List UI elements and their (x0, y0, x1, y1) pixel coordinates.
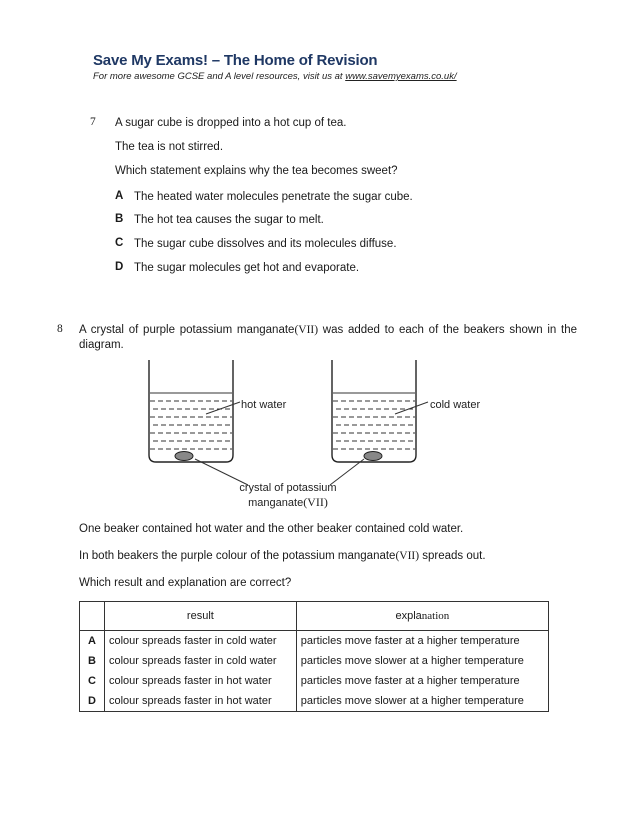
beakers-diagram (140, 355, 500, 515)
row-d-letter: D (80, 691, 105, 712)
label-crystal-line1: crystal of potassium (239, 482, 337, 494)
crystal-right (364, 452, 382, 461)
row-c-result: colour spreads faster in hot water (105, 671, 297, 691)
hot-water-beaker (149, 360, 233, 462)
row-b-result: colour spreads faster in cold water (105, 651, 297, 671)
q8-line2-b: spreads out. (419, 550, 486, 562)
q8-intro-a: A crystal of purple potassium manganate (79, 324, 295, 336)
q7-option-b-letter[interactable]: B (115, 213, 124, 225)
q7-option-d-text: The sugar molecules get hot and evaporate. (134, 262, 360, 274)
row-d-result: colour spreads faster in hot water (105, 691, 297, 712)
q7-option-a-text: The heated water molecules penetrate the sugar cube. (134, 191, 413, 203)
question-8-prompt: Which result and explanation are correct? (79, 577, 292, 589)
q7-option-c-letter[interactable]: C (115, 237, 124, 249)
table-row[interactable] (80, 671, 549, 691)
row-c-letter: C (80, 671, 105, 691)
q8-intro-roman: (VII) (294, 324, 319, 336)
row-a-result: colour spreads faster in cold water (105, 631, 297, 652)
header-expl-a: expla (395, 610, 422, 622)
crystal-left (175, 452, 193, 461)
row-b-explanation: particles move slower at a higher temperature (296, 651, 548, 671)
label-hot-water: hot water (241, 399, 287, 411)
row-a-explanation: particles move faster at a higher temperature (296, 631, 548, 652)
tagline (93, 71, 457, 82)
table-row[interactable] (80, 691, 549, 712)
q8-line2-roman: (VII) (395, 550, 420, 562)
label-crystal-word: manganate (248, 497, 304, 509)
question-8-intro (79, 323, 577, 352)
table-row[interactable] (80, 631, 549, 652)
q7-option-b-text: The hot tea causes the sugar to melt. (134, 214, 324, 226)
row-b-letter: B (80, 651, 105, 671)
q7-option-c-text: The sugar cube dissolves and its molecules diffuse. (134, 238, 397, 250)
table-header-row (80, 602, 549, 631)
hot-water-leader (206, 402, 240, 414)
row-d-explanation: particles move slower at a higher temperature (296, 691, 548, 712)
question-7-prompt: Which statement explains why the tea becomes sweet? (115, 165, 398, 177)
label-crystal-roman: (VII) (303, 495, 328, 509)
label-cold-water: cold water (430, 399, 481, 411)
q7-option-d-letter[interactable]: D (115, 261, 124, 273)
row-a-letter: A (80, 631, 105, 652)
table-header-empty (80, 602, 105, 631)
label-crystal-line2 (248, 495, 328, 509)
q8-line2-a: In both beakers the purple colour of the potassium manganate (79, 550, 396, 562)
question-7-line1: A sugar cube is dropped into a hot cup of tea. (115, 117, 347, 129)
cold-water-leader (395, 402, 428, 414)
question-7-line2: The tea is not stirred. (115, 141, 224, 153)
row-c-explanation: particles move faster at a higher temperature (296, 671, 548, 691)
table-row[interactable] (80, 651, 549, 671)
question-8-number: 8 (57, 323, 63, 335)
question-8-line1: One beaker contained hot water and the other beaker contained cold water. (79, 523, 464, 535)
answer-table (79, 601, 549, 712)
q7-option-a-letter[interactable]: A (115, 190, 124, 202)
question-7-number: 7 (90, 116, 96, 128)
brand-title: Save My Exams! – The Home of Revision (93, 52, 378, 69)
table-header-explanation (296, 602, 548, 631)
website-link[interactable]: www.savemyexams.co.uk/ (345, 71, 457, 82)
q8-intro-b: was added to each of the beakers shown in the diagram. (79, 324, 577, 351)
header-expl-b: nation (421, 610, 450, 622)
table-header-result: result (105, 602, 297, 631)
tagline-text: For more awesome GCSE and A level resources, visit us at (93, 71, 346, 82)
question-8-line2 (79, 549, 486, 563)
